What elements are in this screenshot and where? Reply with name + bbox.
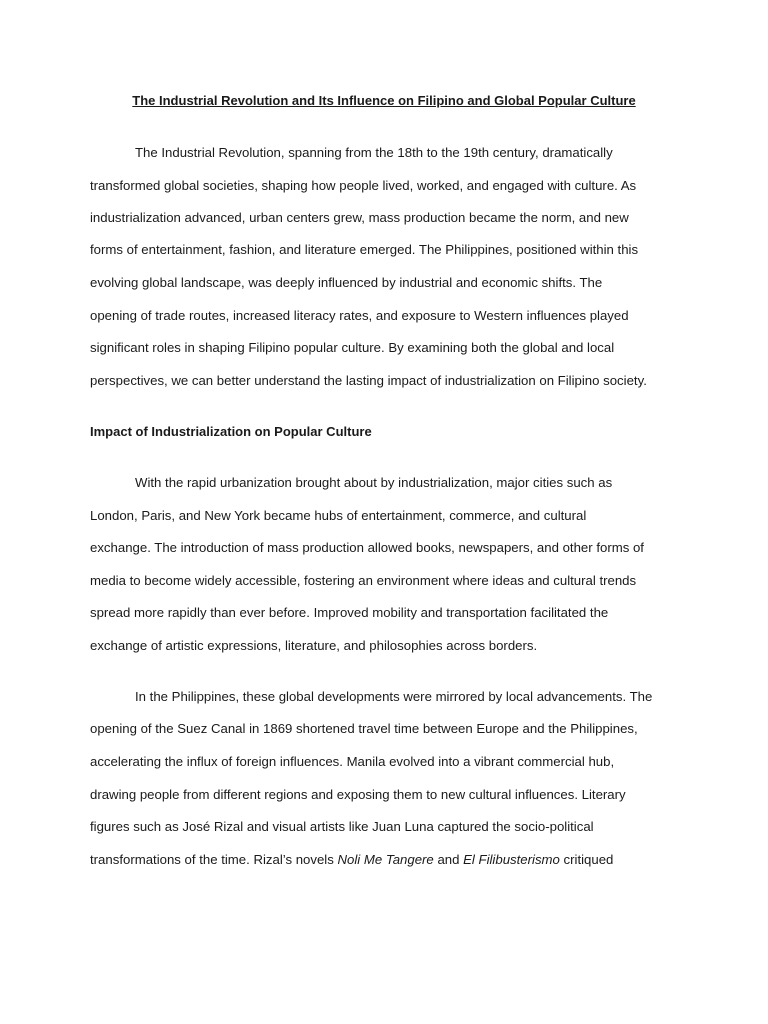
section-para1-line: exchange of artistic expressions, literature, and philosophies across borders. [90, 638, 538, 653]
intro-line: evolving global landscape, was deeply influenced by industrial and economic shifts. The [90, 275, 603, 290]
intro-line: opening of trade routes, increased literacy rates, and exposure to Western influences played [90, 308, 629, 323]
last-line-after: critiqued [559, 852, 614, 867]
novel-title-fili: El Filibusterismo [463, 852, 560, 867]
section-para2-last-line [90, 850, 613, 870]
intro-line: forms of entertainment, fashion, and literature emerged. The Philippines, positioned within this [90, 242, 639, 257]
section-para1-line: exchange. The introduction of mass production allowed books, newspapers, and other forms of [90, 540, 644, 555]
novel-title-noli: Noli Me Tangere [337, 852, 434, 867]
section-para1-line: With the rapid urbanization brought about by industrialization, major cities such as [135, 475, 613, 490]
section-para1-line: media to become widely accessible, fostering an environment where ideas and cultural trends [90, 573, 637, 588]
intro-line: transformed global societies, shaping how people lived, worked, and engaged with culture. As [90, 178, 637, 193]
section-para1-line: London, Paris, and New York became hubs of entertainment, commerce, and cultural [90, 508, 587, 523]
intro-line: industrialization advanced, urban centers grew, mass production became the norm, and new [90, 210, 629, 225]
section-para1-line: spread more rapidly than ever before. Improved mobility and transportation facilitated the [90, 605, 609, 620]
section-para2-line: figures such as José Rizal and visual artists like Juan Luna captured the socio-political [90, 819, 594, 834]
last-line-middle: and [433, 852, 464, 867]
last-line-before: transformations of the time. Rizal’s novels [90, 852, 338, 867]
section-heading: Impact of Industrialization on Popular Culture [90, 424, 372, 439]
intro-line: perspectives, we can better understand the lasting impact of industrialization on Filipino society. [90, 373, 647, 388]
intro-line: The Industrial Revolution, spanning from the 18th to the 19th century, dramatically [135, 145, 613, 160]
intro-line: significant roles in shaping Filipino popular culture. By examining both the global and local [90, 340, 615, 355]
section-para2-line: In the Philippines, these global developments were mirrored by local advancements. The [135, 689, 653, 704]
section-para2-line: accelerating the influx of foreign influences. Manila evolved into a vibrant commercial hub, [90, 754, 615, 769]
section-para2-line: opening of the Suez Canal in 1869 shortened travel time between Europe and the Philippines, [90, 721, 638, 736]
section-para2-line: drawing people from different regions and exposing them to new cultural influences. Literary [90, 787, 626, 802]
document-title: The Industrial Revolution and Its Influence on Filipino and Global Popular Culture [132, 93, 636, 108]
